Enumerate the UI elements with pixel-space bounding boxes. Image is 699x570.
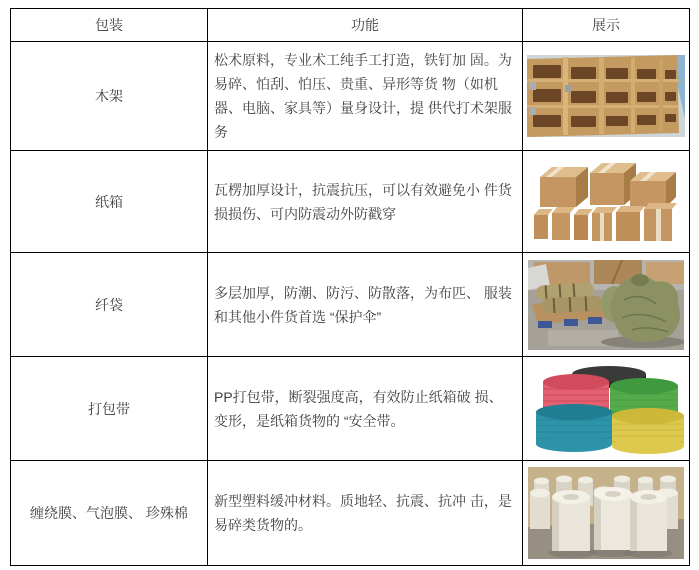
photo-cell: [523, 42, 690, 151]
table-row: [11, 253, 690, 357]
table-row: [11, 42, 690, 151]
photo-cell: [523, 461, 690, 566]
packaging-name: 纤袋: [11, 253, 208, 357]
woven-bags-photo: [528, 260, 684, 350]
photo-cell: [523, 151, 690, 253]
packaging-name: 木架: [11, 42, 208, 151]
table-row: [11, 357, 690, 461]
packaging-name: 纸箱: [11, 151, 208, 253]
wooden-crates-photo: [527, 55, 685, 137]
packaging-name: 缠绕膜、气泡膜、 珍殊棉: [11, 461, 208, 566]
packaging-desc: 多层加厚，防潮、防污、防散落，为布匹、 服装和其他小件货首选 “保护伞”: [208, 253, 523, 357]
packaging-desc: 瓦楞加厚设计，抗震抗压，可以有效避免小 件货损损伤、可内防震动外防戳穿: [208, 151, 523, 253]
packaging-desc: 松术原料，专业术工纯手工打造，铁钉加 固。为易碎、怕刮、怕压、贵重、异形等货 物（如机器、电脑、家具等）量身设计，提 供代打术架服务: [208, 42, 523, 151]
column-header-display: 展示: [523, 9, 690, 42]
column-header-function: 功能: [208, 9, 523, 42]
packaging-desc: PP打包带，断裂强度高，有效防止纸箱破 损、变形，是纸箱货物的 “安全带。: [208, 357, 523, 461]
column-header-packaging: 包装: [11, 9, 208, 42]
table-row: [11, 461, 690, 566]
stretch-film-rolls-photo: [528, 467, 684, 559]
table-row: [11, 151, 690, 253]
strap-rolls-photo: [528, 364, 684, 454]
header-row: [11, 9, 690, 42]
packaging-desc: 新型塑料缓冲材料。质地轻、抗震、抗冲 击，是易碎类货物的。: [208, 461, 523, 566]
cardboard-boxes-photo: [528, 157, 684, 247]
packaging-table: [10, 8, 690, 566]
packaging-name: 打包带: [11, 357, 208, 461]
photo-cell: [523, 357, 690, 461]
photo-cell: [523, 253, 690, 357]
